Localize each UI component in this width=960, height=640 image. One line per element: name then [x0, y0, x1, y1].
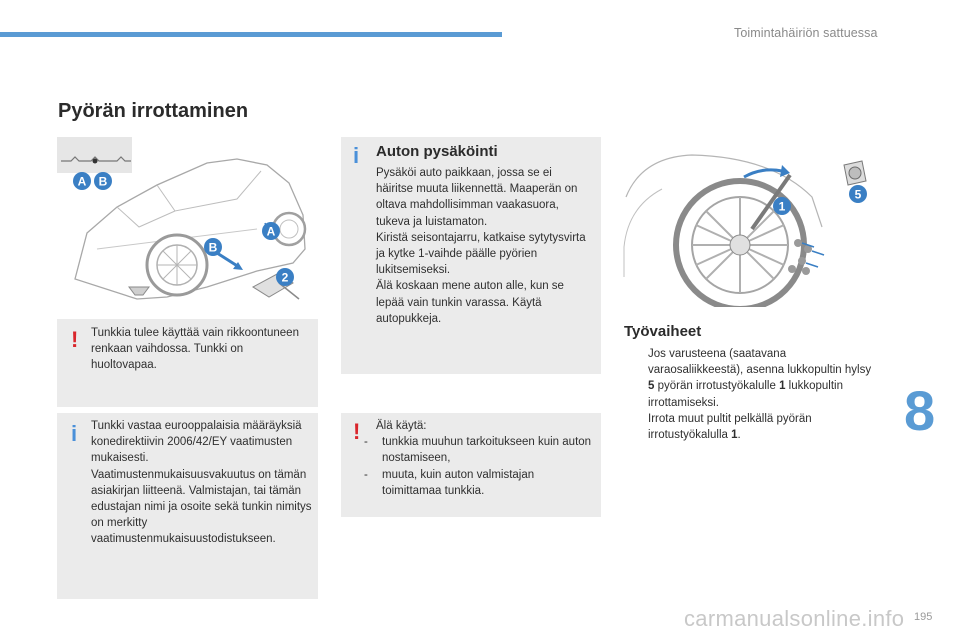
warning-box-jack-use [57, 319, 318, 407]
callout-b-car: B [208, 240, 218, 255]
header-accent-bar [0, 32, 502, 37]
info-box-jack-directive [57, 413, 318, 599]
steps-list [624, 346, 874, 443]
car-jack-illustration [57, 137, 318, 307]
warning-box-do-not-use [341, 413, 601, 517]
info-icon: i [71, 421, 78, 446]
list-item: - tunkkia muuhun tarkoitukseen kuin auton nostamiseen, [362, 434, 594, 466]
callout-1: 1 [778, 199, 786, 214]
warning-icon: ! [71, 327, 79, 352]
section-title: Toimintahäiriön sattuessa [734, 26, 878, 40]
callout-a: A [77, 174, 87, 189]
parking-paragraph: Älä koskaan mene auton alle, kun se lepää vain tunkin varassa. Käytä autopukkeja. [376, 280, 564, 325]
parking-title: Auton pysäköinti [376, 143, 498, 160]
watermark: carmanualsonline.info [684, 606, 905, 631]
car-jack-drawing [57, 137, 318, 307]
warning-intro: Älä käytä: [376, 420, 427, 432]
parking-text [376, 165, 592, 327]
page-number: 195 [914, 611, 933, 623]
callout-b: B [98, 174, 108, 189]
callout-5: 5 [854, 187, 862, 202]
warning-list [376, 418, 594, 499]
callout-2: 2 [281, 270, 289, 285]
parking-box [341, 137, 601, 374]
callout-badges [773, 185, 867, 215]
parking-paragraph: Kiristä seisontajarru, katkaise sytytysvirta ja kytke 1-vaihde päälle pyörien lukitsemiseksi. [376, 231, 586, 277]
list-item: Irrota muut pultit pelkällä pyörän irrotustyökalulla 1. [648, 412, 812, 442]
warning-text: Tunkkia tulee käyttää vain rikkoontuneen renkaan vaihdossa. Tunkki on huoltovapaa. [91, 327, 299, 372]
info-text: Tunkki vastaa eurooppalaisia määräyksiä konedirektiivin 2006/42/EY vaatimusten mukaisesti. Vaatimustenmukaisuusvakuutus on tämän asiakirjan liitteenä. Valmistajan, tai tämän edustajan nimi ja osoite sekä tunkin nimitys on merkitty vaatimustenmukaisuustodistukseen. [91, 420, 312, 546]
warning-icon: ! [353, 419, 361, 444]
parking-paragraph: Pysäköi auto paikkaan, jossa se ei häiritse muuta liikennettä. Maaperän on oltava mahdollisimman vaakasuora, tukeva ja luistamaton. [376, 167, 578, 228]
wheel-removal-illustration [622, 137, 882, 307]
callout-a-car: A [266, 224, 276, 239]
list-item: Jos varusteena (saatavana varaosaliikkeestä), asenna lukkopultin hylsy 5 pyörän irrotustyökalulle 1 lukkopultin irrottamiseksi. [648, 348, 872, 409]
page-title: Pyörän irrottaminen [58, 100, 249, 122]
info-icon: i [353, 143, 360, 168]
warning-items [362, 434, 594, 499]
steps-title: Työvaiheet [624, 323, 702, 340]
chapter-number: 8 [904, 379, 936, 442]
wheel-drawing [622, 137, 882, 307]
list-item: - muuta, kuin auton valmistajan toimittamaa tunkkia. [362, 467, 594, 499]
